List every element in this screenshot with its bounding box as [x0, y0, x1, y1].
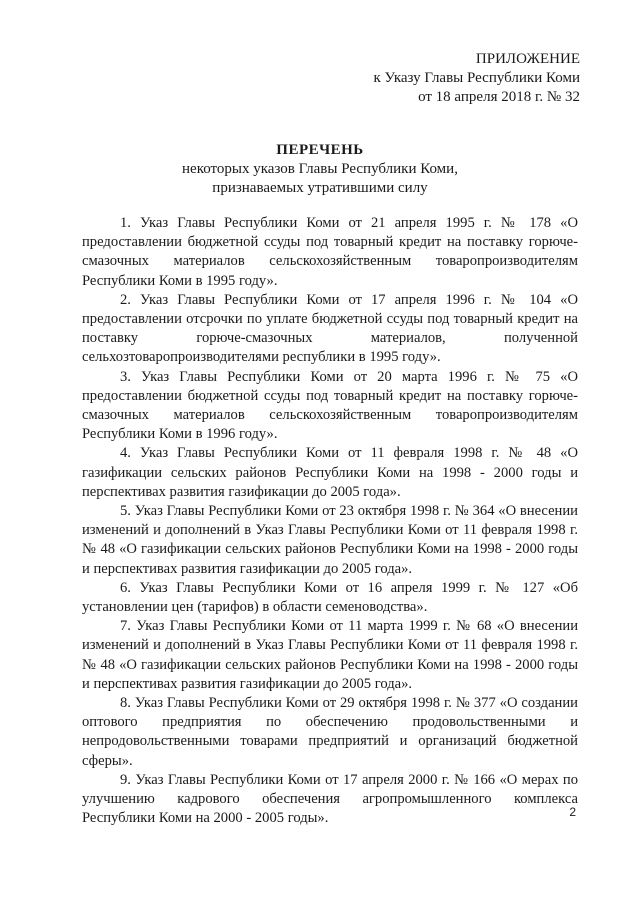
- decree-list: [82, 214, 578, 829]
- list-item: 1. Указ Главы Республики Коми от 21 апреля 1995 г. № 178 «О предоставлении бюджетной ссуды под товарный кредит на поставку горюче-смазочных материалов сельскохозяйственным товаропроизводителям Республики Коми в 1995 году».: [82, 215, 578, 289]
- list-item: 9. Указ Главы Республики Коми от 17 апреля 2000 г. № 166 «О мерах по улучшению кадрового обеспечения агропромышленного комплекса Республики Коми на 2000 - 2005 годы».: [82, 771, 578, 827]
- annex-decree-reference: к Указу Главы Республики Коми: [373, 70, 580, 86]
- list-item: 8. Указ Главы Республики Коми от 29 октября 1998 г. № 377 «О создании оптового предприятия по обеспечению продовольственными и непродовольственными товарами предприятий и организаций бюджетной сферы».: [82, 695, 578, 769]
- list-item: 7. Указ Главы Республики Коми от 11 марта 1999 г. № 68 «О внесении изменений и дополнений в Указ Главы Республики Коми от 11 февраля 1998 г. № 48 «О газификации сельских районов Республики Коми на 1998 - 2000 годы и перспективах развития газификации до 2005 года».: [82, 618, 578, 692]
- document-subtitle-line-1: некоторых указов Главы Республики Коми,: [182, 161, 458, 177]
- document-title: ПЕРЕЧЕНЬ: [276, 142, 364, 158]
- list-item: 3. Указ Главы Республики Коми от 20 марта 1996 г. № 75 «О предоставлении бюджетной ссуды под товарный кредит на поставку горюче-смазочных материалов сельскохозяйственным товаропроизводителям Республики Коми в 1996 году».: [82, 368, 578, 443]
- page-number: 2: [569, 805, 576, 819]
- annex-decree-date: от 18 апреля 2018 г. № 32: [418, 89, 580, 105]
- list-item: 6. Указ Главы Республики Коми от 16 апреля 1999 г. № 127 «Об установлении цен (тарифов) в области семеноводства».: [82, 579, 578, 616]
- document-heading: [80, 141, 560, 198]
- annex-label: ПРИЛОЖЕНИЕ: [475, 51, 580, 67]
- document-subtitle-line-2: признаваемых утратившими силу: [212, 180, 428, 196]
- list-item: 5. Указ Главы Республики Коми от 23 октября 1998 г. № 364 «О внесении изменений и дополнений в Указ Главы Республики Коми от 11 февраля 1998 г. № 48 «О газификации сельских районов Республики Коми на 1998 - 2000 годы и перспективах развития газификации до 2005 года».: [82, 503, 578, 577]
- list-item: 4. Указ Главы Республики Коми от 11 февраля 1998 г. № 48 «О газификации сельских районов Республики Коми на 1998 - 2000 годы и перспективах развития газификации до 2005 года».: [82, 445, 578, 500]
- list-item: 2. Указ Главы Республики Коми от 17 апреля 1996 г. № 104 «О предоставлении отсрочки по уплате бюджетной ссуды под товарный кредит на поставку горюче-смазочных материалов, полученной сельхозтоваропроизводителями республики в 1995 году».: [82, 291, 578, 366]
- annex-block: [373, 50, 580, 107]
